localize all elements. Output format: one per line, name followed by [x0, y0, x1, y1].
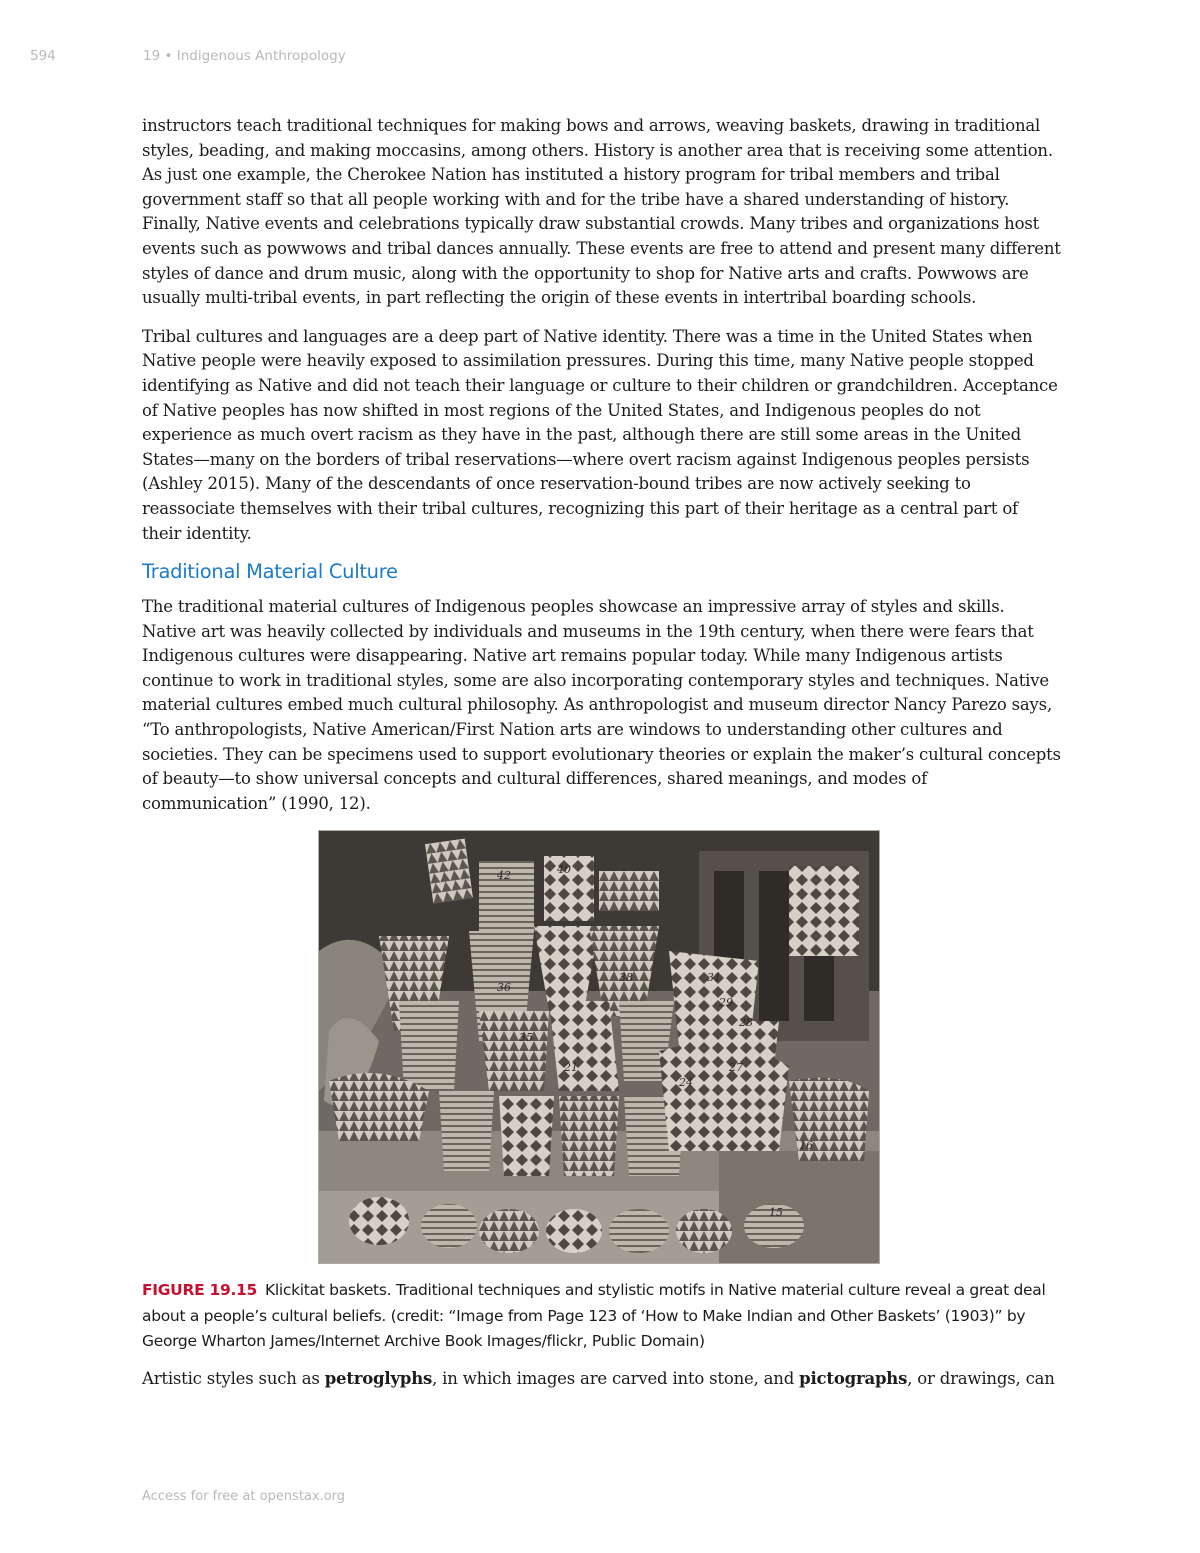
paragraph-4 [142, 1367, 1062, 1392]
chapter-title: 19 • Indigenous Anthropology [143, 48, 346, 64]
basket-number: 40 [557, 863, 571, 877]
basket-number: 31 [707, 971, 721, 985]
p4-text-end: , or drawings, can [907, 1368, 1055, 1388]
figure-image [318, 830, 880, 1264]
paragraph-2: Tribal cultures and languages are a deep part of Native identity. There was a time in the United States when Native people were heavily exposed to assimilation pressures. During this time, many Native people stopped identifying as Native and did not teach their language or culture to their children or grandchildren. Acceptance of Native peoples has now shifted in most regions of the United States, and Indigenous peoples do not experience as much overt racism as they have in the past, although there are still some areas in the United States—many on the borders of tribal reservations—where overt racism against Indigenous peoples persists (Ashley 2015). Many of the descendants of once reservation-bound tribes are now actively seeking to reassociate themselves with their tribal cultures, recognizing this part of their heritage as a central part of their identity. [142, 326, 1058, 543]
basket-number: 27 [729, 1061, 743, 1075]
figure-caption [142, 1278, 1062, 1355]
basket-number: 24 [679, 1076, 693, 1090]
basket-number: 21 [564, 1061, 578, 1075]
term-petroglyphs: petroglyphs [324, 1368, 433, 1388]
basket-number: 38 [619, 971, 633, 985]
page-content [142, 114, 1062, 1406]
basket-number: 29 [719, 996, 733, 1010]
section-heading: Traditional Material Culture [142, 560, 398, 584]
paragraph-3: The traditional material cultures of Indigenous peoples showcase an impressive array of styles and skills. Native art was heavily collected by individuals and museums in the 19th century, when there were fears that Indigenous cultures were disappearing. Native art remains popular today. While many Indigenous artists continue to work in traditional styles, some are also incorporating contemporary styles and techniques. Native material cultures embed much cultural philosophy. As anthropologist and museum director Nancy Parezo says, “To anthropologists, Native American/First Nation arts are windows to understanding other cultures and societies. They can be specimens used to support evolutionary theories or explain the maker’s cultural concepts of beauty—to show universal concepts and cultural differences, shared meanings, and modes of communication” (1990, 12). [142, 597, 1061, 813]
basket-number: 15 [769, 1206, 783, 1220]
p4-text-mid: , in which images are carved into stone, and [432, 1368, 800, 1388]
paragraph-1: instructors teach traditional techniques for making bows and arrows, weaving baskets, drawing in traditional styles, beading, and making moccasins, among others. History is another area that is receiving some attention. As just one example, the Cherokee Nation has instituted a history program for tribal members and tribal government staff so that all people working with and for the tribe have a shared understanding of history. Finally, Native events and celebrations typically draw substantial crowds. Many tribes and organizations host events such as powwows and tribal dances annually. These events are free to attend and present many different styles of dance and drum music, along with the opportunity to shop for Native arts and crafts. Powwows are usually multi-tribal events, in part reflecting the origin of these events in intertribal boarding schools. [142, 116, 1061, 308]
basket-number: 28 [739, 1016, 753, 1030]
p4-text-start: Artistic styles such as [142, 1368, 325, 1388]
term-pictographs: pictographs [799, 1368, 908, 1388]
basket-number: 16 [799, 1139, 813, 1153]
figure-label: FIGURE 19.15 [142, 1281, 258, 1300]
caption-text: Klickitat baskets. Traditional techniques and stylistic motifs in Native material culture reveal a great deal about a people’s cultural beliefs. (credit: “Image from Page 123 of ‘How to Make Indian and Other Baskets’ (1903)” by George Wharton James/Internet Archive Book Images/flickr, Public Domain) [142, 1281, 1046, 1351]
basket-number: 35 [519, 1031, 533, 1045]
basket-number: 42 [497, 869, 511, 883]
basket-number: 36 [497, 981, 511, 995]
running-header [30, 48, 346, 64]
page-footer: Access for free at openstax.org [142, 1489, 346, 1504]
page-number: 594 [30, 48, 56, 64]
baskets-photo [319, 831, 879, 1263]
